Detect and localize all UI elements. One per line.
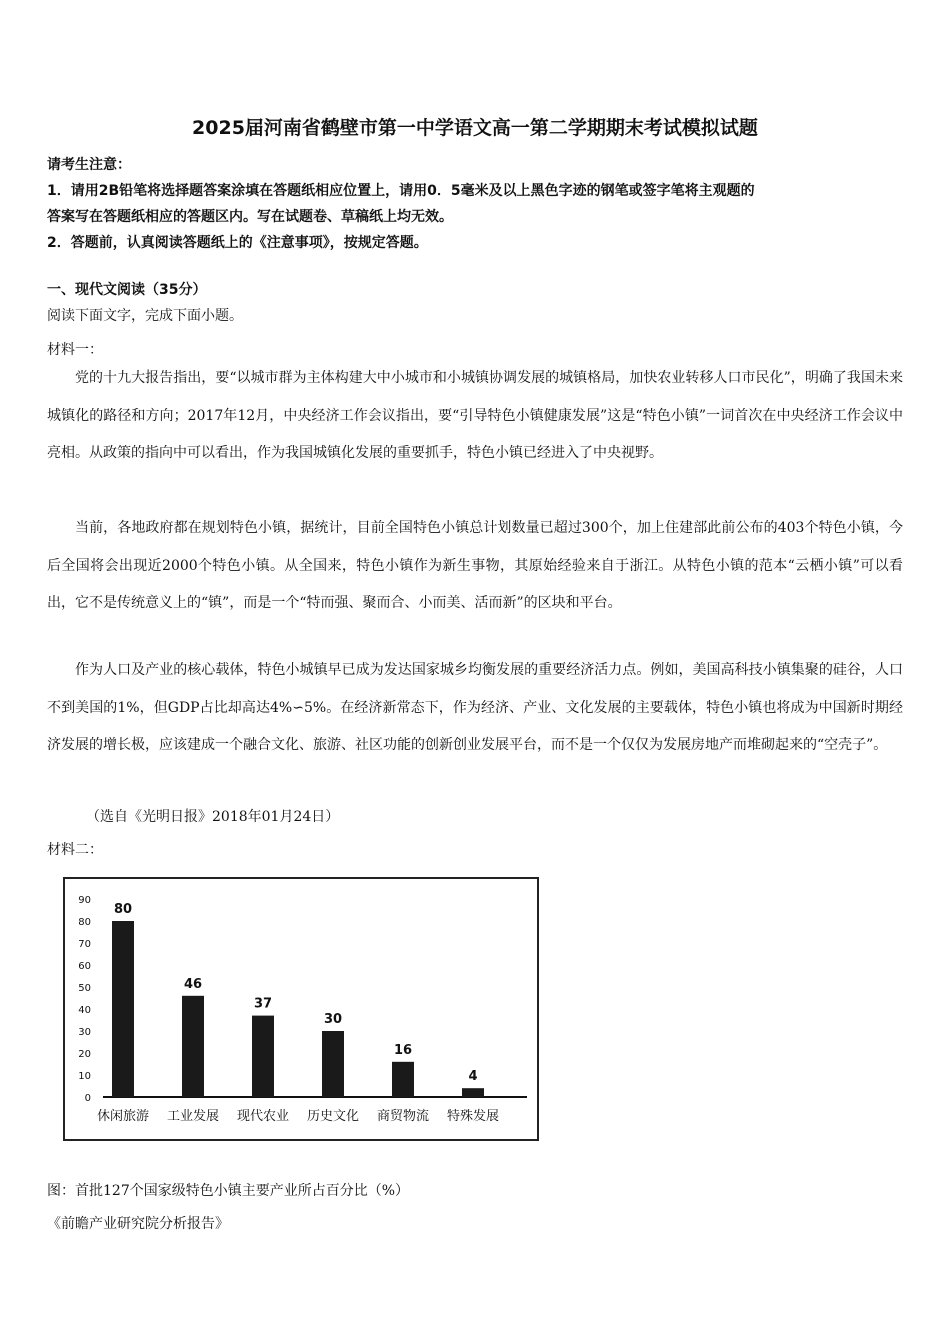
data-label: 30 <box>323 1012 343 1027</box>
y-tick-label: 50 <box>78 983 91 994</box>
category-label: 商贸物流 <box>376 1109 430 1124</box>
bar <box>252 1016 274 1097</box>
material-2-label: 材料二： <box>47 842 103 858</box>
notice-item-1-line-2: 答案写在答题纸相应的答题区内。写在试题卷、草稿纸上均无效。 <box>47 209 453 225</box>
material-2-source: 《前瞻产业研究院分析报告》 <box>47 1216 229 1232</box>
category-label: 特殊发展 <box>446 1109 500 1124</box>
bar-chart-frame <box>63 877 539 1141</box>
material-1-source: （选自《光明日报》2018年01月24日） <box>86 809 340 825</box>
bar <box>322 1031 344 1097</box>
category-label: 历史文化 <box>306 1109 360 1124</box>
bar <box>182 996 204 1097</box>
y-tick-label: 30 <box>78 1027 91 1038</box>
y-tick-label: 90 <box>78 895 91 906</box>
material-1-label: 材料一： <box>47 342 103 358</box>
category-label: 工业发展 <box>166 1109 220 1124</box>
notice-item-1-line-1: 1．请用2B铅笔将选择题答案涂填在答题纸相应位置上，请用0．5毫米及以上黑色字迹的钢笔或签字笔将主观题的 <box>47 183 755 199</box>
material-1-paragraph-2: 当前，各地政府都在规划特色小镇，据统计，目前全国特色小镇总计划数量已超过300个，加上住建部此前公布的403个特色小镇，今后全国将会出现近2000个特色小镇。从全国来，特色小镇作为新生事物，其原始经验来自于浙江。从特色小镇的范本“云栖小镇”可以看出，它不是传统意义上的“镇”，而是一个“特而强、聚而合、小而美、活而新”的区块和平台。 <box>47 520 903 612</box>
data-label: 46 <box>183 976 203 992</box>
page-title: 2025届河南省鹤壁市第一中学语文高一第二学期期末考试模拟试题 <box>192 117 758 139</box>
notice-item-2: 2．答题前，认真阅读答题纸上的《注意事项》，按规定答题。 <box>47 235 428 251</box>
material-1-paragraph-3: 作为人口及产业的核心载体，特色小城镇早已成为发达国家城乡均衡发展的重要经济活力点。例如，美国高科技小镇集聚的硅谷，人口不到美国的1%，但GDP占比却高达4%∽5%。在经济新常态下，作为经济、产业、文化发展的主要载体，特色小镇也将成为中国新时期经济发展的增长极，应该建成一个融合文化、旅游、社区功能的创新创业发展平台，而不是一个仅仅为发展房地产而堆砌起来的“空壳子”。 <box>47 662 903 754</box>
instruction-text: 阅读下面文字，完成下面小题。 <box>47 308 243 324</box>
data-label: 80 <box>113 902 133 917</box>
data-label: 4 <box>468 1069 478 1085</box>
y-tick-label: 0 <box>84 1093 91 1104</box>
y-tick-label: 20 <box>78 1049 91 1060</box>
chart-caption: 图：首批127个国家级特色小镇主要产业所占百分比（%） <box>47 1183 410 1199</box>
notice-heading: 请考生注意： <box>47 157 131 173</box>
bar <box>392 1062 414 1097</box>
bar-chart <box>65 879 537 1139</box>
data-label: 37 <box>253 996 273 1012</box>
data-label: 16 <box>393 1042 413 1058</box>
material-1-paragraph-1: 党的十九大报告指出，要“以城市群为主体构建大中小城市和小城镇协调发展的城镇格局，加快农业转移人口市民化”，明确了我国未来城镇化的路径和方向；2017年12月，中央经济工作会议指出，要“引导特色小镇健康发展”这是“特色小镇”一词首次在中央经济工作会议中亮相。从政策的指向中可以看出，作为我国城镇化发展的重要抓手，特色小镇已经进入了中央视野。 <box>47 370 903 462</box>
y-tick-label: 70 <box>78 939 91 950</box>
bar <box>462 1088 484 1097</box>
y-tick-label: 40 <box>78 1005 91 1016</box>
category-label: 休闲旅游 <box>96 1109 150 1124</box>
section-heading: 一、现代文阅读（35分） <box>47 282 207 298</box>
y-tick-label: 80 <box>78 917 91 928</box>
y-tick-label: 60 <box>78 961 91 972</box>
bar <box>112 921 134 1097</box>
y-tick-label: 10 <box>78 1071 91 1082</box>
category-label: 现代农业 <box>236 1109 290 1124</box>
